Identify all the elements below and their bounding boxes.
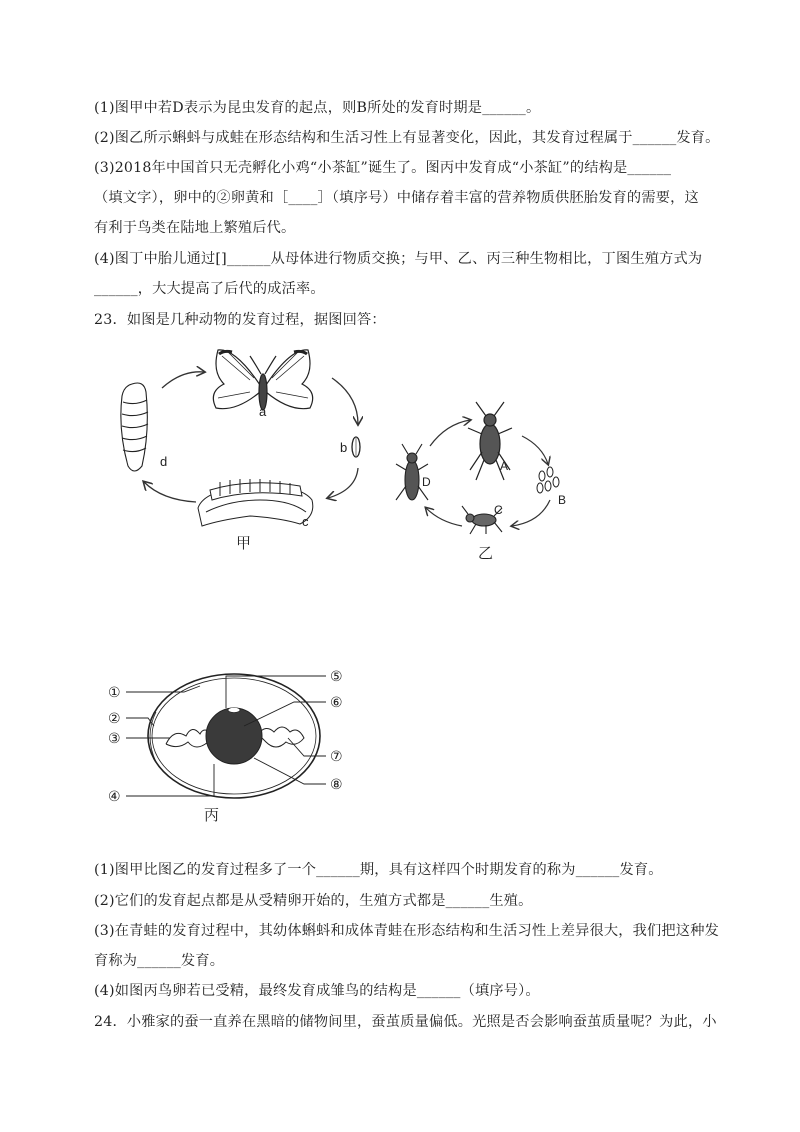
eggs-icon: [537, 467, 559, 493]
q22-line-4: （填文字），卵中的②卵黄和［____］（填序号）中储存着丰富的营养物质供胚胎发育的需要，这: [94, 190, 699, 206]
q24-line: 24．小雅家的蚕一直养在黑暗的储物间里，蚕茧质量偏低。光照是否会影响蚕茧质量呢？为此，小: [94, 1014, 717, 1030]
q23-question-3b: 育称为______发育。: [94, 953, 225, 969]
figure-jia-butterfly-cycle: [100, 340, 380, 550]
label-c: c: [302, 514, 309, 529]
figure-yi-insect-cycle: [390, 400, 580, 550]
q22-line-3: (3)2018年中国首只无壳孵化小鸡“小茶缸”诞生了。图丙中发育成“小茶缸”的结构是______: [94, 160, 672, 176]
label-7: ⑦: [330, 748, 343, 764]
q22-line-5: 有利于鸟类在陆地上繁殖后代。: [94, 220, 296, 236]
caption-yi: 乙: [478, 544, 494, 562]
label-B: B: [558, 493, 567, 507]
figure-bing-bird-egg: [104, 664, 354, 824]
q23-question-2: (2)它们的发育起点都是从受精卵开始的，生殖方式都是______生殖。: [94, 893, 533, 909]
q22-line-2: (2)图乙所示蝌蚪与成蛙在形态结构和生活习性上有显著变化，因此，其发育过程属于______发育。: [94, 130, 720, 146]
yolk-icon: [206, 708, 262, 764]
caterpillar-larva-icon: [198, 479, 313, 526]
q22-line-6: (4)图丁中胎儿通过[]______从母体进行物质交换；与甲、乙、丙三种生物相比，丁图生殖方式为: [94, 251, 703, 267]
label-5: ⑤: [330, 668, 343, 684]
q22-line-1: (1)图甲中若D表示为昆虫发育的起点，则B所处的发育时期是______。: [94, 100, 541, 116]
q23-question-1: (1)图甲比图乙的发育过程多了一个______期，具有这样四个时期发育的称为______发育。: [94, 862, 663, 878]
label-2: ②: [108, 710, 121, 726]
label-C: C: [494, 503, 503, 517]
label-a: a: [259, 404, 267, 419]
q23-title: 23．如图是几种动物的发育过程，据图回答：: [94, 312, 386, 328]
pupa-icon: [121, 383, 148, 471]
label-4: ④: [108, 788, 121, 804]
label-A: A: [500, 459, 509, 473]
label-6: ⑥: [330, 694, 343, 710]
caption-jia: 甲: [236, 534, 252, 552]
label-8: ⑧: [330, 776, 343, 792]
label-3: ③: [108, 730, 121, 746]
label-b: b: [340, 440, 348, 455]
caption-bing: 丙: [204, 806, 220, 824]
germinal-disc-icon: [228, 708, 240, 713]
label-d: d: [160, 454, 168, 469]
older-nymph-icon: [396, 444, 428, 500]
label-D: D: [422, 475, 431, 489]
label-1: ①: [108, 684, 121, 700]
butterfly-adult-icon: [213, 350, 312, 410]
q23-question-4: (4)如图丙鸟卵若已受精，最终发育成雏鸟的结构是______（填序号）。: [94, 983, 540, 999]
q23-question-3a: (3)在青蛙的发育过程中，其幼体蝌蚪和成体青蛙在形态结构和生活习性上差异很大，我们把这种发: [94, 923, 719, 939]
q22-line-7: ______，大大提高了后代的成活率。: [94, 281, 325, 297]
